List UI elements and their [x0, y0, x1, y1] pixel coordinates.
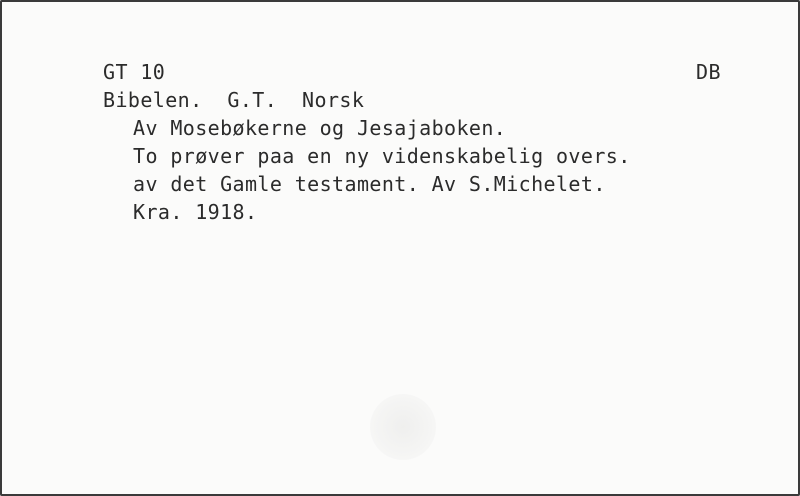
- subtitle-line: To prøver paa en ny videnskabelig overs.: [133, 144, 631, 168]
- imprint-line: Kra. 1918.: [133, 200, 258, 224]
- call-number: GT 10: [103, 60, 166, 84]
- subject-heading: Bibelen. G.T. Norsk: [103, 88, 365, 112]
- paper-stain: [370, 394, 436, 460]
- collection-code: DB: [696, 60, 721, 84]
- author-line: av det Gamle testament. Av S.Michelet.: [133, 172, 606, 196]
- title-line: Av Mosebøkerne og Jesajaboken.: [133, 116, 507, 140]
